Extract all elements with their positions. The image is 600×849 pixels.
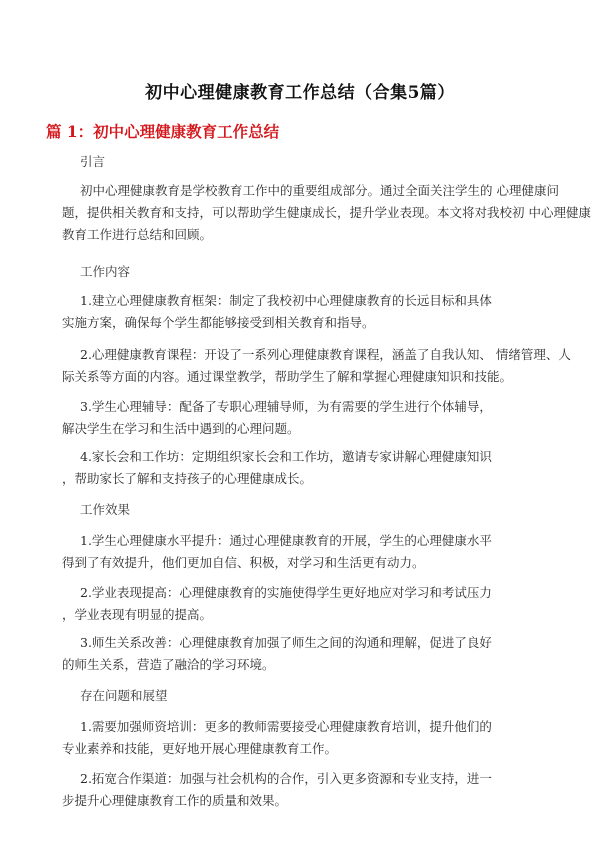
work-content-item <box>62 290 492 334</box>
paragraph-line: 专业素养和技能，更好地开展心理健康教育工作。 <box>62 741 338 756</box>
paragraph-line: 2.心理健康教育课程：开设了一系列心理健康教育课程，涵盖了自我认知、 情绪管理、人 <box>80 347 571 362</box>
paragraph-line: 4.家长会和工作坊：定期组织家长会和工作坊，邀请专家讲解心理健康知识 <box>80 449 492 464</box>
paragraph-line: 1.学生心理健康水平提升：通过心理健康教育的开展，学生的心理健康水平 <box>80 533 492 548</box>
work-effect-heading: 工作效果 <box>80 502 131 517</box>
paragraph-line: 教育工作进行总结和回顾。 <box>62 227 213 242</box>
paragraph-line: 3.学生心理辅导：配备了专职心理辅导师，为有需要的学生进行个体辅导， <box>80 399 492 414</box>
paragraph-line: 实施方案，确保每个学生都能够接受到相关教育和指导。 <box>62 315 375 330</box>
chapter-title: 篇 1：初中心理健康教育工作总结 <box>46 122 280 141</box>
intro-paragraph <box>62 180 591 246</box>
paragraph-line: 题，提供相关教育和支持，可以帮助学生健康成长，提升学业表现。本文将对我校初 中心理健康 <box>62 205 591 220</box>
paragraph-line: ，帮助家长了解和支持孩子的心理健康成长。 <box>62 471 313 486</box>
problems-item <box>62 716 492 760</box>
paragraph-line: 1.建立心理健康教育框架：制定了我校初中心理健康教育的长远目标和具体 <box>80 293 492 308</box>
paragraph-line: 初中心理健康教育是学校教育工作中的重要组成部分。通过全面关注学生的 心理健康问 <box>80 183 559 198</box>
paragraph-line: 的师生关系，营造了融洽的学习环境。 <box>62 657 275 672</box>
paragraph-line: 2.学业表现提高：心理健康教育的实施使得学生更好地应对学习和考试压力 <box>80 585 492 600</box>
work-content-heading: 工作内容 <box>80 264 131 279</box>
work-content-item <box>62 446 492 490</box>
paragraph-line: 解决学生在学习和生活中遇到的心理问题。 <box>62 421 300 436</box>
paragraph-line: 际关系等方面的内容。通过课堂教学，帮助学生了解和掌握心理健康知识和技能。 <box>62 369 513 384</box>
problems-item <box>62 768 492 812</box>
work-content-item <box>62 396 492 440</box>
work-content-item <box>62 344 571 388</box>
intro-heading: 引言 <box>80 154 106 169</box>
work-effect-item <box>62 530 492 574</box>
paragraph-line: 3.师生关系改善：心理健康教育加强了师生之间的沟通和理解，促进了良好 <box>80 635 492 650</box>
work-effect-item <box>62 582 492 626</box>
work-effect-item <box>62 632 492 676</box>
paragraph-line: 步提升心理健康教育工作的质量和效果。 <box>62 793 288 808</box>
document-title: 初中心理健康教育工作总结（合集5篇） <box>145 83 455 103</box>
paragraph-line: 1.需要加强师资培训：更多的教师需要接受心理健康教育培训，提升他们的 <box>80 719 492 734</box>
paragraph-line: 得到了有效提升，他们更加自信、积极，对学习和生活更有动力。 <box>62 555 425 570</box>
paragraph-line: 2.拓宽合作渠道：加强与社会机构的合作，引入更多资源和专业支持，进一 <box>80 771 492 786</box>
paragraph-line: ，学业表现有明显的提高。 <box>62 607 213 622</box>
problems-heading: 存在问题和展望 <box>80 688 168 703</box>
